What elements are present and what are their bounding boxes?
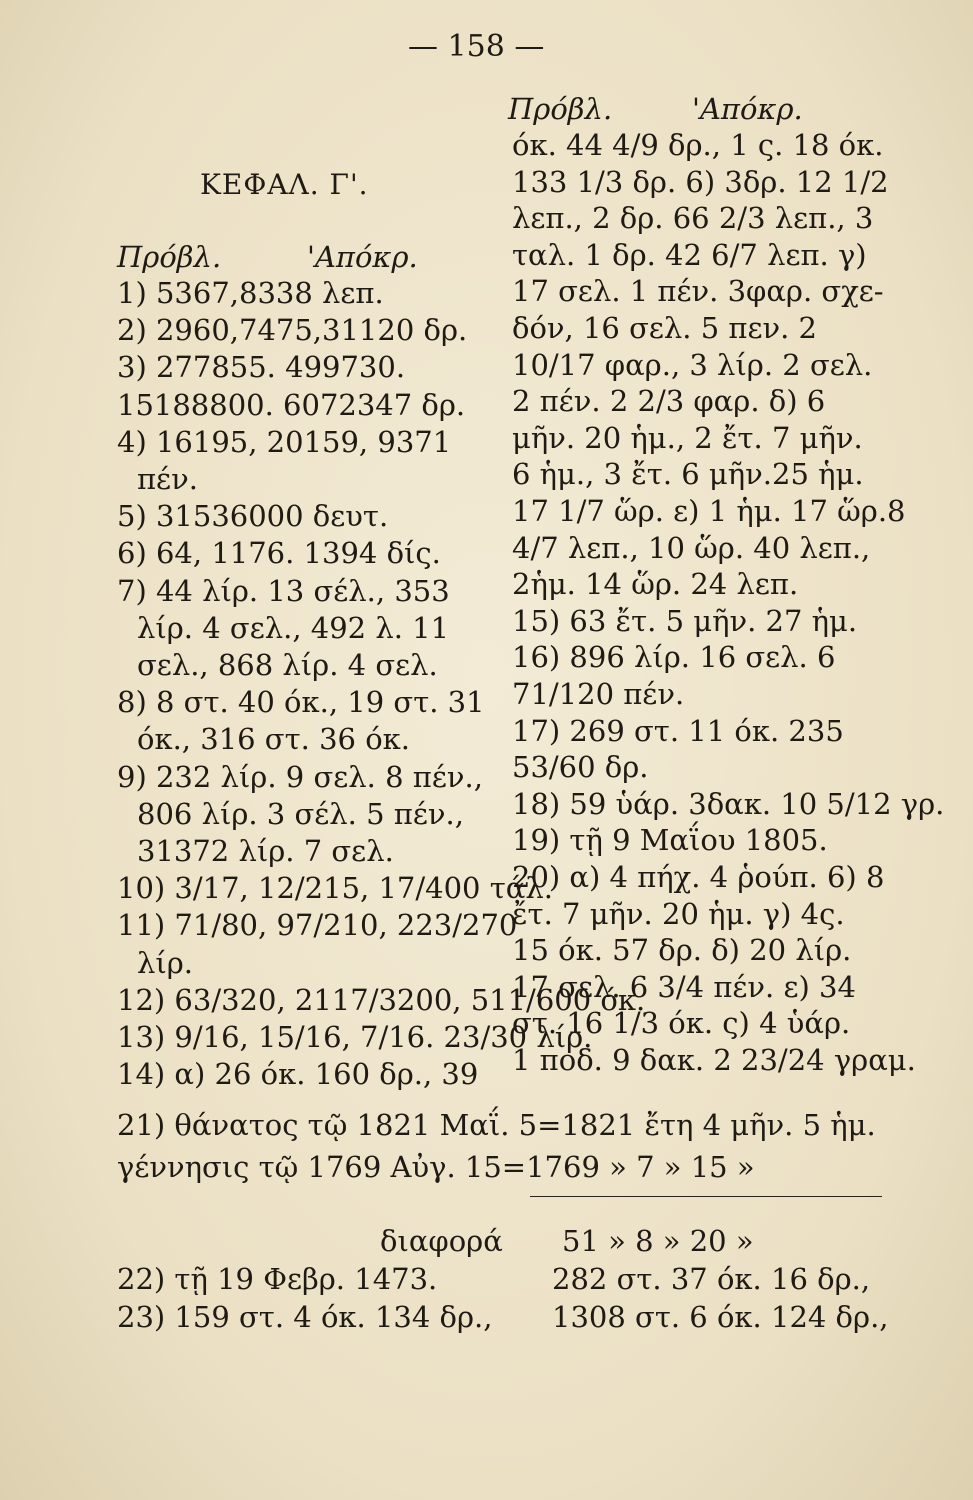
left-column-line: 5) 31536000 δευτ. [117,499,389,534]
left-column-line: 31372 λίρ. 7 σελ. [137,834,394,868]
left-column-line: 9) 232 λίρ. 9 σελ. 8 πέν., [117,759,483,794]
right-column-line: 53/60 δρ. [512,750,649,785]
right-column-line: 17 σελ. 1 πέν. 3φαρ. σχε- [512,274,884,309]
answer-23-right: 1308 στ. 6 όκ. 124 δρ., [552,1300,889,1334]
difference-value: 51 » 8 » 20 » [562,1224,754,1258]
answer-23-left: 23) 159 στ. 4 όκ. 134 δρ., [117,1300,493,1334]
left-header-answer: 'Απόκρ. [307,240,418,274]
right-header-answer: 'Απόκρ. [692,92,803,126]
left-column-line: 7) 44 λίρ. 13 σέλ., 353 [117,573,450,608]
difference-label: διαφορά [380,1224,503,1258]
right-column-line: δόν, 16 σελ. 5 πεν. 2 [512,311,818,345]
page-number: — 158 — [408,29,545,64]
left-column-line: 806 λίρ. 3 σέλ. 5 πέν., [137,796,464,831]
left-column-line: 10) 3/17, 12/215, 17/400 τάλ. [117,871,553,906]
answer-22-right: 282 στ. 37 όκ. 16 δρ., [552,1262,871,1296]
left-column-line: 4) 16195, 20159, 9371 [117,424,452,459]
left-column-line: 8) 8 στ. 40 όκ., 19 στ. 31 [117,685,485,720]
chapter-heading: ΚΕΦΑΛ. Γ'. [200,168,369,201]
left-column-line: 11) 71/80, 97/210, 223/270 [117,908,518,943]
left-column-line: όκ., 316 στ. 36 όκ. [137,722,411,757]
left-column-line: 1) 5367,8338 λεπ. [117,276,384,310]
answer-21-line-2: γέννησις τῷ 1769 Αὐγ. 15=1769 » 7 » 15 » [117,1150,755,1184]
subtraction-rule [530,1196,882,1197]
left-column-line: 15188800. 6072347 δρ. [117,387,466,422]
right-column-line: 4/7 λεπ., 10 ὥρ. 40 λεπ., [512,530,871,565]
right-column-line: όκ. 44 4/9 δρ., 1 ς. 18 όκ. [512,128,884,162]
right-column-line: 17) 269 στ. 11 όκ. 235 [512,713,844,748]
right-column-line: 2 πέν. 2 2/3 φαρ. δ) 6 [512,384,826,419]
right-column-line: 19) τῇ 9 Μαΐου 1805. [512,823,828,858]
right-column-line: 18) 59 ὑάρ. 3δακ. 10 5/12 γρ. [512,786,945,821]
right-column-line: 15) 63 ἔτ. 5 μῆν. 27 ἡμ. [512,603,858,638]
answer-21-line-1: 21) θάνατος τῷ 1821 Μαΐ. 5=1821 ἔτη 4 μῆν. 5 ἡμ. [117,1108,876,1142]
left-column-line: 2) 2960,7475,31120 δρ. [117,313,468,348]
right-column-line: 17 1/7 ὥρ. ε) 1 ἡμ. 17 ὥρ.8 [512,494,906,528]
right-column-line: 71/120 πέν. [512,677,685,711]
answer-22-left: 22) τῇ 19 Φεβρ. 1473. [117,1262,438,1296]
left-column-line: 14) α) 26 όκ. 160 δρ., 39 [117,1057,479,1092]
right-column-line: 10/17 φαρ., 3 λίρ. 2 σελ. [512,347,873,382]
right-header-problem: Πρόβλ. [508,92,613,126]
left-column-line: 3) 277855. 499730. [117,350,406,385]
left-header-problem: Πρόβλ. [117,240,222,274]
left-column-line: 6) 64, 1176. 1394 δίς. [117,536,441,571]
left-column-line: σελ., 868 λίρ. 4 σελ. [137,648,438,682]
right-column-line: 16) 896 λίρ. 16 σελ. 6 [512,640,836,675]
left-column-line: λίρ. 4 σελ., 492 λ. 11 [137,610,450,645]
right-column-line: 133 1/3 δρ. 6) 3δρ. 12 1/2 [512,164,889,199]
right-column-line: 1 ποδ. 9 δακ. 2 23/24 γραμ. [512,1043,916,1077]
right-column-line: 15 όκ. 57 δρ. δ) 20 λίρ. [512,933,852,968]
left-column-line: 12) 63/320, 2117/3200, 511/600 όκ. [117,982,646,1017]
left-column-line: λίρ. [137,945,194,980]
right-column-line: 6 ἡμ., 3 ἔτ. 6 μῆν.25 ἡμ. [512,457,864,492]
right-column-line: ἔτ. 7 μῆν. 20 ἡμ. γ) 4ς. [512,896,845,931]
right-column-line: ταλ. 1 δρ. 42 6/7 λεπ. γ) [512,237,867,272]
left-column-line: 13) 9/16, 15/16, 7/16. 23/30 λίρ. [117,1020,593,1054]
right-column-line: 2ἡμ. 14 ὥρ. 24 λεπ. [512,567,799,602]
left-column-line: πέν. [137,462,198,496]
right-column-line: στ. 16 1/3 όκ. ς) 4 ὑάρ. [512,1006,851,1041]
right-column-line: λεπ., 2 δρ. 66 2/3 λεπ., 3 [512,201,874,236]
right-column-line: 17 σελ. 6 3/4 πέν. ε) 34 [512,969,856,1004]
right-column-line: 20) α) 4 πήχ. 4 ῥούπ. 6) 8 [512,860,885,894]
right-column-line: μῆν. 20 ἡμ., 2 ἔτ. 7 μῆν. [512,420,863,455]
